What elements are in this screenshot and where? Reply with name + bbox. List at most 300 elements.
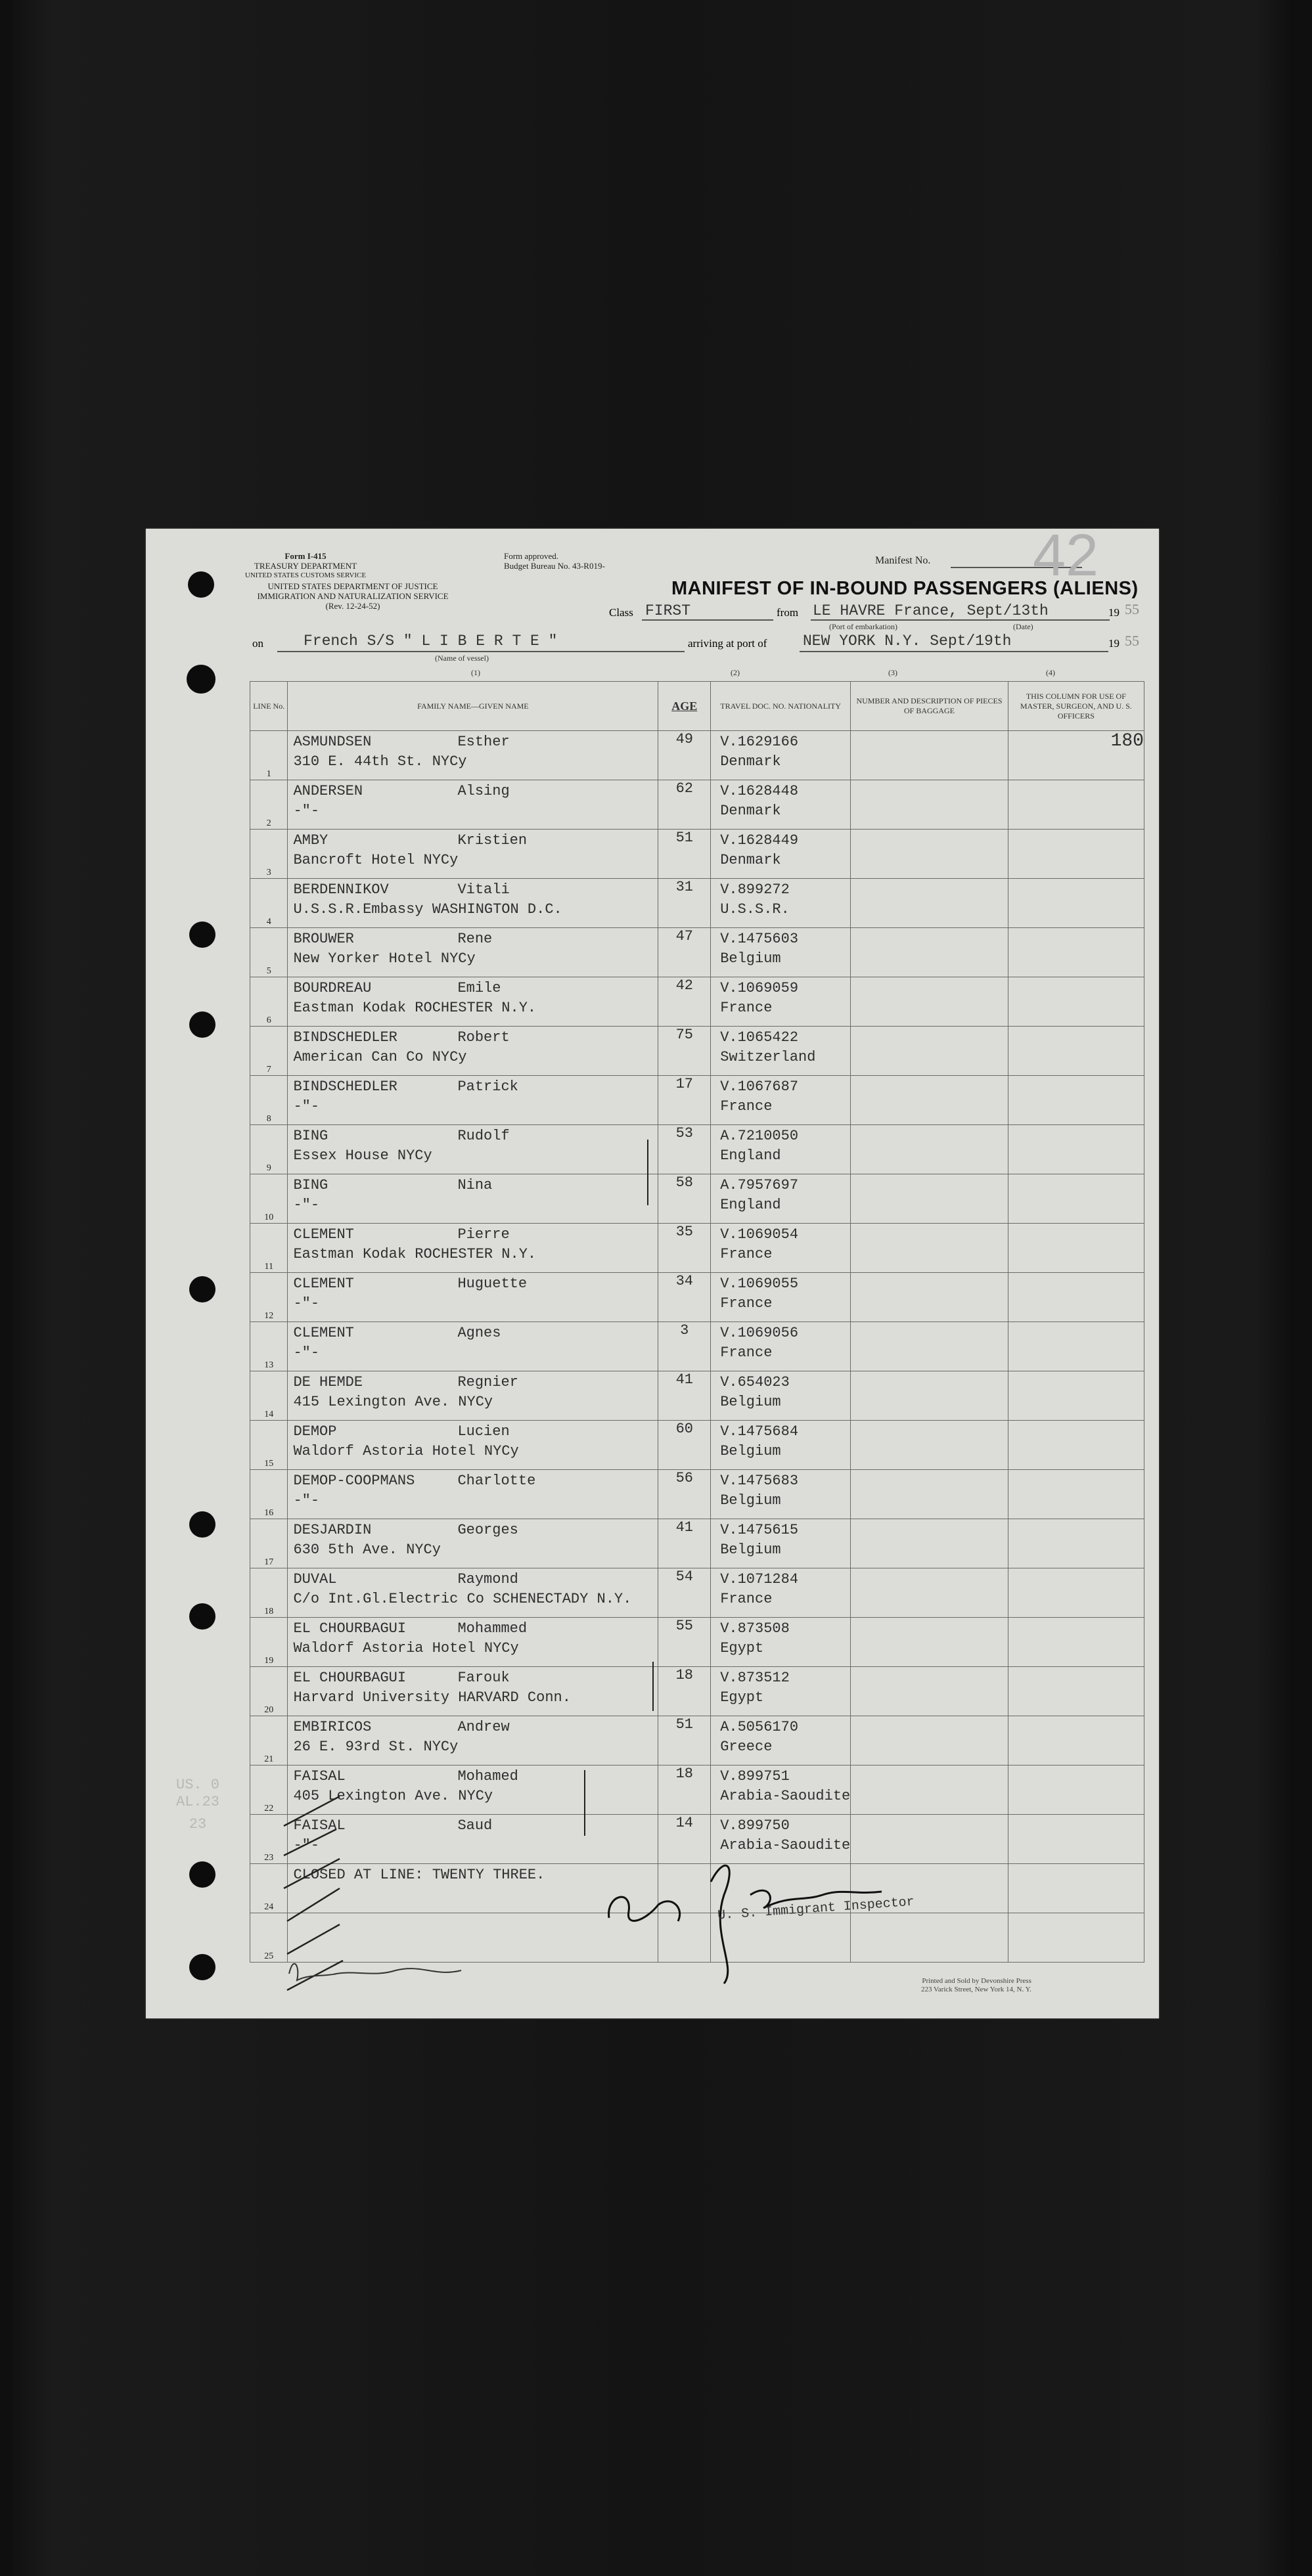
class-value: FIRST bbox=[645, 602, 691, 619]
on-label: on bbox=[252, 637, 263, 650]
baggage-cell bbox=[851, 1765, 1008, 1815]
line-number: 20 bbox=[250, 1667, 288, 1716]
nationality: Greece bbox=[720, 1739, 773, 1755]
officer-use-cell bbox=[1008, 1618, 1144, 1667]
punch-hole bbox=[189, 1954, 215, 1980]
from-underline bbox=[811, 619, 1110, 621]
passenger-name bbox=[288, 1076, 658, 1096]
family-name: BINDSCHEDLER bbox=[293, 1078, 397, 1095]
family-name: DEMOP bbox=[293, 1423, 337, 1440]
officer-use-cell bbox=[1008, 1568, 1144, 1618]
passenger-name-cell bbox=[288, 1667, 658, 1716]
officer-use-cell bbox=[1008, 1125, 1144, 1174]
from-year-prefix: 19 bbox=[1108, 606, 1120, 619]
nationality: France bbox=[720, 1098, 773, 1115]
passenger-age: 42 bbox=[658, 977, 711, 1027]
travel-doc-cell bbox=[711, 1568, 851, 1618]
passenger-address: Waldorf Astoria Hotel NYCy bbox=[293, 1640, 519, 1656]
nationality: France bbox=[720, 1000, 773, 1016]
passenger-name bbox=[288, 1421, 658, 1440]
table-row bbox=[250, 830, 1144, 879]
vessel-caption: (Name of vessel) bbox=[435, 654, 489, 663]
nationality: Belgium bbox=[720, 1443, 781, 1459]
passenger-name-cell bbox=[288, 1224, 658, 1273]
punch-hole bbox=[188, 571, 214, 598]
line-number: 14 bbox=[250, 1371, 288, 1421]
passenger-age: 17 bbox=[658, 1076, 711, 1125]
passenger-age: 56 bbox=[658, 1470, 711, 1519]
officer-use-cell bbox=[1008, 1421, 1144, 1470]
passenger-name-cell bbox=[288, 977, 658, 1027]
passenger-name bbox=[288, 1913, 658, 1933]
passenger-name-cell bbox=[288, 1864, 658, 1913]
printer-line-2: 223 Varick Street, New York 14, N. Y. bbox=[921, 1986, 1031, 1993]
passenger-name-cell bbox=[288, 731, 658, 780]
passenger-age: 75 bbox=[658, 1027, 711, 1076]
travel-doc-number: V.873512 bbox=[720, 1670, 790, 1686]
passenger-name bbox=[288, 1125, 658, 1145]
baggage-cell bbox=[851, 879, 1008, 928]
customs-service: UNITED STATES CUSTOMS SERVICE bbox=[244, 571, 367, 579]
budget-bureau: Budget Bureau No. 43-R019- bbox=[504, 561, 605, 571]
officer-use-cell bbox=[1008, 1470, 1144, 1519]
table-row bbox=[250, 1618, 1144, 1667]
travel-doc-number: V.1069054 bbox=[720, 1226, 799, 1243]
arrival-underline bbox=[800, 651, 1108, 652]
officer-use-cell bbox=[1008, 1076, 1144, 1125]
line-number: 5 bbox=[250, 928, 288, 977]
col-number-3: (3) bbox=[888, 668, 897, 677]
passenger-address: 415 Lexington Ave. NYCy bbox=[293, 1394, 493, 1410]
officer-use-cell bbox=[1008, 1519, 1144, 1568]
line-number: 1 bbox=[250, 731, 288, 780]
travel-doc-cell bbox=[711, 1076, 851, 1125]
arrival-value: NEW YORK N.Y. Sept/19th bbox=[803, 633, 1012, 650]
travel-doc-number: V.899751 bbox=[720, 1768, 790, 1785]
header-officers: THIS COLUMN FOR USE OF MASTER, SURGEON, AND U. S. OFFICERS bbox=[1008, 682, 1144, 731]
line-number: 13 bbox=[250, 1322, 288, 1371]
baggage-cell bbox=[851, 1273, 1008, 1322]
margin-notes bbox=[176, 1777, 219, 1833]
arrival-year-prefix: 19 bbox=[1108, 637, 1120, 650]
line-number: 22 bbox=[250, 1765, 288, 1815]
officer-use-cell bbox=[1008, 977, 1144, 1027]
passenger-age: 18 bbox=[658, 1765, 711, 1815]
passenger-name-cell bbox=[288, 1125, 658, 1174]
passenger-name bbox=[288, 1470, 658, 1490]
passenger-name bbox=[288, 731, 658, 751]
given-name: Mohamed bbox=[457, 1768, 518, 1785]
baggage-cell bbox=[851, 1716, 1008, 1765]
table-row bbox=[250, 1224, 1144, 1273]
family-name: DESJARDIN bbox=[293, 1522, 372, 1538]
passenger-name-cell bbox=[288, 1618, 658, 1667]
travel-doc-cell bbox=[711, 1224, 851, 1273]
passenger-age: 47 bbox=[658, 928, 711, 977]
given-name: Patrick bbox=[457, 1078, 518, 1095]
form-header-left bbox=[223, 551, 388, 581]
family-name: FAISAL bbox=[293, 1768, 346, 1785]
margin-note-1: US. 0 bbox=[176, 1777, 220, 1793]
given-name: Charlotte bbox=[457, 1473, 536, 1489]
col-number-1: (1) bbox=[471, 668, 480, 677]
passenger-address: U.S.S.R.Embassy WASHINGTON D.C. bbox=[293, 901, 562, 918]
passenger-age: 35 bbox=[658, 1224, 711, 1273]
travel-doc-number: A.7210050 bbox=[720, 1128, 799, 1144]
margin-note-2: AL.23 bbox=[176, 1794, 220, 1810]
given-name: Nina bbox=[457, 1177, 493, 1193]
passenger-name-cell bbox=[288, 1765, 658, 1815]
nationality: France bbox=[720, 1246, 773, 1262]
given-name: Mohammed bbox=[457, 1620, 528, 1637]
passenger-name-cell bbox=[288, 1470, 658, 1519]
line-number: 6 bbox=[250, 977, 288, 1027]
line-number: 24 bbox=[250, 1864, 288, 1913]
travel-doc-cell bbox=[711, 928, 851, 977]
passenger-age bbox=[658, 1864, 711, 1913]
given-name: Agnes bbox=[457, 1325, 501, 1341]
family-name: BERDENNIKOV bbox=[293, 881, 389, 898]
passenger-address: Eastman Kodak ROCHESTER N.Y. bbox=[293, 1246, 537, 1262]
embarkation-caption: (Port of embarkation) bbox=[829, 622, 897, 631]
officer-use-cell bbox=[1008, 928, 1144, 977]
table-row bbox=[250, 780, 1144, 830]
line-number: 8 bbox=[250, 1076, 288, 1125]
nationality: Egypt bbox=[720, 1689, 764, 1706]
passenger-name bbox=[288, 1815, 658, 1834]
passenger-name bbox=[288, 1027, 658, 1046]
travel-doc-number: V.1475683 bbox=[720, 1473, 799, 1489]
nationality: France bbox=[720, 1295, 773, 1312]
class-label: Class bbox=[609, 606, 633, 619]
passenger-address bbox=[288, 1884, 658, 1886]
baggage-cell bbox=[851, 780, 1008, 830]
travel-doc-number: V.1069056 bbox=[720, 1325, 799, 1341]
family-name: DEMOP-COOPMANS bbox=[293, 1473, 415, 1489]
passenger-name bbox=[288, 1174, 658, 1194]
line-number: 18 bbox=[250, 1568, 288, 1618]
family-name: BINDSCHEDLER bbox=[293, 1029, 397, 1046]
passenger-name bbox=[288, 1273, 658, 1293]
baggage-cell bbox=[851, 1618, 1008, 1667]
passenger-age: 31 bbox=[658, 879, 711, 928]
travel-doc-number: V.873508 bbox=[720, 1620, 790, 1637]
table-row bbox=[250, 1322, 1144, 1371]
line-number: 19 bbox=[250, 1618, 288, 1667]
line-number: 23 bbox=[250, 1815, 288, 1864]
officer-use-cell bbox=[1008, 1027, 1144, 1076]
nationality: Belgium bbox=[720, 1542, 781, 1558]
baggage-cell bbox=[851, 1224, 1008, 1273]
table-row bbox=[250, 1125, 1144, 1174]
officer-use-cell bbox=[1008, 830, 1144, 879]
travel-doc-number: V.1475603 bbox=[720, 931, 799, 947]
passenger-age: 53 bbox=[658, 1125, 711, 1174]
passenger-address: 630 5th Ave. NYCy bbox=[293, 1542, 441, 1558]
table-row bbox=[250, 977, 1144, 1027]
manifest-title: MANIFEST OF IN-BOUND PASSENGERS (ALIENS) bbox=[671, 578, 1139, 599]
passenger-name-cell bbox=[288, 879, 658, 928]
table-row bbox=[250, 1470, 1144, 1519]
passenger-address: Harvard University HARVARD Conn. bbox=[293, 1689, 571, 1706]
margin-note-3: 23 bbox=[189, 1816, 207, 1832]
officer-use-cell bbox=[1008, 1913, 1144, 1963]
travel-doc-cell bbox=[711, 1765, 851, 1815]
punch-hole bbox=[187, 665, 215, 694]
col-number-2: (2) bbox=[731, 668, 740, 677]
passenger-age: 41 bbox=[658, 1519, 711, 1568]
travel-doc-cell bbox=[711, 1421, 851, 1470]
passenger-address: 26 E. 93rd St. NYCy bbox=[293, 1739, 459, 1755]
baggage-cell bbox=[851, 1027, 1008, 1076]
line-number: 9 bbox=[250, 1125, 288, 1174]
baggage-cell bbox=[851, 1568, 1008, 1618]
officer-use-cell bbox=[1008, 1224, 1144, 1273]
officer-use-cell bbox=[1008, 1322, 1144, 1371]
table-row bbox=[250, 1519, 1144, 1568]
baggage-cell bbox=[851, 1371, 1008, 1421]
passenger-age: 55 bbox=[658, 1618, 711, 1667]
header-travel-doc: TRAVEL DOC. NO. NATIONALITY bbox=[711, 682, 851, 731]
passenger-name bbox=[288, 1716, 658, 1736]
passenger-address: Essex House NYCy bbox=[293, 1147, 432, 1164]
table-row bbox=[250, 1568, 1144, 1618]
travel-doc-number: V.1475684 bbox=[720, 1423, 799, 1440]
line-number: 15 bbox=[250, 1421, 288, 1470]
nationality: Arabia-Saoudite bbox=[720, 1788, 851, 1804]
travel-doc-number: V.1628448 bbox=[720, 783, 799, 799]
table-row bbox=[250, 1815, 1144, 1864]
passenger-address: 405 Lexington Ave. NYCy bbox=[293, 1788, 493, 1804]
given-name: Huguette bbox=[457, 1276, 528, 1292]
passenger-address: Bancroft Hotel NYCy bbox=[293, 852, 459, 868]
nationality: France bbox=[720, 1344, 773, 1361]
nationality: Egypt bbox=[720, 1640, 764, 1656]
officer-use-cell bbox=[1008, 1716, 1144, 1765]
nationality: U.S.S.R. bbox=[720, 901, 790, 918]
family-name: CLEMENT bbox=[293, 1325, 354, 1341]
passenger-address: -"- bbox=[293, 1837, 320, 1854]
class-underline bbox=[642, 619, 773, 621]
nationality: Denmark bbox=[720, 803, 781, 819]
passenger-address: -"- bbox=[293, 1197, 320, 1213]
passenger-name bbox=[288, 1618, 658, 1637]
nationality: Belgium bbox=[720, 950, 781, 967]
from-value: LE HAVRE France, Sept/13th bbox=[813, 602, 1049, 619]
travel-doc-cell bbox=[711, 1174, 851, 1224]
travel-doc-cell bbox=[711, 1470, 851, 1519]
given-name: Saud bbox=[457, 1817, 493, 1834]
nationality: Denmark bbox=[720, 753, 781, 770]
passenger-address: -"- bbox=[293, 1098, 320, 1115]
travel-doc-cell bbox=[711, 1815, 851, 1864]
punch-hole bbox=[189, 1276, 215, 1302]
baggage-cell bbox=[851, 731, 1008, 780]
passenger-address: American Can Co NYCy bbox=[293, 1049, 467, 1065]
table-header-row bbox=[250, 682, 1144, 731]
passenger-address bbox=[288, 1933, 658, 1936]
given-name: Regnier bbox=[457, 1374, 518, 1390]
family-name: CLEMENT bbox=[293, 1226, 354, 1243]
given-name: Raymond bbox=[457, 1571, 518, 1588]
family-name: DE HEMDE bbox=[293, 1374, 363, 1390]
nationality: Denmark bbox=[720, 852, 781, 868]
passenger-name bbox=[288, 1322, 658, 1342]
officer-use-cell bbox=[1008, 879, 1144, 928]
passenger-age: 34 bbox=[658, 1273, 711, 1322]
passenger-table bbox=[250, 681, 1144, 1963]
table-row bbox=[250, 879, 1144, 928]
officer-use-cell bbox=[1008, 1667, 1144, 1716]
passenger-age: 18 bbox=[658, 1667, 711, 1716]
travel-doc-number: V.1629166 bbox=[720, 734, 799, 750]
printer-line-1: Printed and Sold by Devonshire Press bbox=[922, 1977, 1031, 1985]
passenger-name-cell bbox=[288, 780, 658, 830]
table-row bbox=[250, 1765, 1144, 1815]
travel-doc-cell bbox=[711, 1273, 851, 1322]
line-number: 21 bbox=[250, 1716, 288, 1765]
baggage-cell bbox=[851, 1322, 1008, 1371]
family-name: DUVAL bbox=[293, 1571, 337, 1588]
nationality: France bbox=[720, 1591, 773, 1607]
table-row bbox=[250, 1174, 1144, 1224]
punch-hole bbox=[189, 1011, 215, 1038]
punch-hole bbox=[189, 922, 215, 948]
family-name: BOURDREAU bbox=[293, 980, 372, 996]
line-number: 2 bbox=[250, 780, 288, 830]
line-number: 3 bbox=[250, 830, 288, 879]
given-name: Pierre bbox=[457, 1226, 510, 1243]
given-name: Robert bbox=[457, 1029, 510, 1046]
officer-use-cell bbox=[1008, 1174, 1144, 1224]
passenger-age: 62 bbox=[658, 780, 711, 830]
passenger-age: 60 bbox=[658, 1421, 711, 1470]
travel-doc-cell bbox=[711, 1519, 851, 1568]
manifest-page bbox=[146, 523, 1159, 2018]
nationality: Belgium bbox=[720, 1492, 781, 1509]
travel-doc-number: V.899750 bbox=[720, 1817, 790, 1834]
passenger-address: -"- bbox=[293, 1492, 320, 1509]
given-name: Lucien bbox=[457, 1423, 510, 1440]
travel-doc-number: V.899272 bbox=[720, 881, 790, 898]
col-number-4: (4) bbox=[1046, 668, 1055, 677]
passenger-address: -"- bbox=[293, 1344, 320, 1361]
table-row bbox=[250, 1371, 1144, 1421]
officer-use-cell bbox=[1008, 1371, 1144, 1421]
vessel-value: French S/S " L I B E R T E " bbox=[304, 633, 558, 650]
passenger-name bbox=[288, 830, 658, 849]
given-name: Kristien bbox=[457, 832, 528, 849]
travel-doc-number: A.5056170 bbox=[720, 1719, 799, 1735]
passenger-name-cell bbox=[288, 1716, 658, 1765]
header-age: AGE bbox=[658, 682, 711, 731]
travel-doc-number: V.1069059 bbox=[720, 980, 799, 996]
passenger-name bbox=[288, 1371, 658, 1391]
passenger-name-cell bbox=[288, 1174, 658, 1224]
baggage-cell bbox=[851, 1125, 1008, 1174]
baggage-cell bbox=[851, 1174, 1008, 1224]
travel-doc-cell bbox=[711, 1125, 851, 1174]
form-revision: (Rev. 12-24-52) bbox=[325, 601, 380, 611]
given-name: Farouk bbox=[457, 1670, 510, 1686]
header-line-no: LINE No. bbox=[250, 682, 288, 731]
passenger-name bbox=[288, 1224, 658, 1243]
travel-doc-cell bbox=[711, 1716, 851, 1765]
travel-doc-number: V.1069055 bbox=[720, 1276, 799, 1292]
passenger-age: 41 bbox=[658, 1371, 711, 1421]
passenger-address: New Yorker Hotel NYCy bbox=[293, 950, 476, 967]
given-name: Alsing bbox=[457, 783, 510, 799]
given-name: Georges bbox=[457, 1522, 518, 1538]
travel-doc-number: V.654023 bbox=[720, 1374, 790, 1390]
passenger-age: 14 bbox=[658, 1815, 711, 1864]
justice-header bbox=[254, 581, 451, 611]
family-name: ANDERSEN bbox=[293, 783, 363, 799]
baggage-cell bbox=[851, 928, 1008, 977]
officer-use-cell bbox=[1008, 1815, 1144, 1864]
family-name: AMBY bbox=[293, 832, 328, 849]
baggage-cell bbox=[851, 1421, 1008, 1470]
line-number: 16 bbox=[250, 1470, 288, 1519]
passenger-name bbox=[288, 780, 658, 800]
baggage-cell bbox=[851, 830, 1008, 879]
table-row bbox=[250, 1421, 1144, 1470]
line-number: 4 bbox=[250, 879, 288, 928]
family-name: EL CHOURBAGUI bbox=[293, 1620, 407, 1637]
travel-doc-cell bbox=[711, 977, 851, 1027]
travel-doc-number: V.1475615 bbox=[720, 1522, 799, 1538]
manifest-number: 42 bbox=[1033, 523, 1099, 588]
justice-dept: UNITED STATES DEPARTMENT OF JUSTICE bbox=[267, 581, 438, 591]
family-name: BING bbox=[293, 1177, 328, 1193]
passenger-name-cell bbox=[288, 1913, 658, 1963]
vessel-underline bbox=[277, 651, 685, 652]
passenger-name-cell bbox=[288, 1076, 658, 1125]
passenger-name-cell bbox=[288, 1519, 658, 1568]
table-row bbox=[250, 928, 1144, 977]
nationality: Switzerland bbox=[720, 1049, 816, 1065]
table-row bbox=[250, 1864, 1144, 1913]
treasury-dept: TREASURY DEPARTMENT bbox=[254, 561, 357, 571]
nationality bbox=[711, 1867, 850, 1869]
table-row bbox=[250, 1273, 1144, 1322]
given-name: Rene bbox=[457, 931, 493, 947]
passenger-name-cell bbox=[288, 928, 658, 977]
travel-doc-cell bbox=[711, 830, 851, 879]
nationality: Arabia-Saoudite bbox=[720, 1837, 851, 1854]
baggage-cell bbox=[851, 977, 1008, 1027]
baggage-cell bbox=[851, 1519, 1008, 1568]
passenger-name bbox=[288, 1667, 658, 1687]
clerk-signature bbox=[289, 1964, 461, 1980]
family-name: EMBIRICOS bbox=[293, 1719, 372, 1735]
family-name: BING bbox=[293, 1128, 328, 1144]
table-row bbox=[250, 1076, 1144, 1125]
from-year-suffix: 55 bbox=[1125, 601, 1139, 617]
header-baggage: NUMBER AND DESCRIPTION OF PIECES OF BAGGAGE bbox=[851, 682, 1008, 731]
travel-doc-cell bbox=[711, 879, 851, 928]
travel-doc-cell bbox=[711, 780, 851, 830]
table-row bbox=[250, 731, 1144, 780]
family-name: EL CHOURBAGUI bbox=[293, 1670, 407, 1686]
passenger-name-cell bbox=[288, 1568, 658, 1618]
travel-doc-number: V.1628449 bbox=[720, 832, 799, 849]
given-name: Andrew bbox=[457, 1719, 510, 1735]
family-name: CLEMENT bbox=[293, 1276, 354, 1292]
line-number: 11 bbox=[250, 1224, 288, 1273]
line-number: 7 bbox=[250, 1027, 288, 1076]
passenger-name-cell bbox=[288, 1027, 658, 1076]
